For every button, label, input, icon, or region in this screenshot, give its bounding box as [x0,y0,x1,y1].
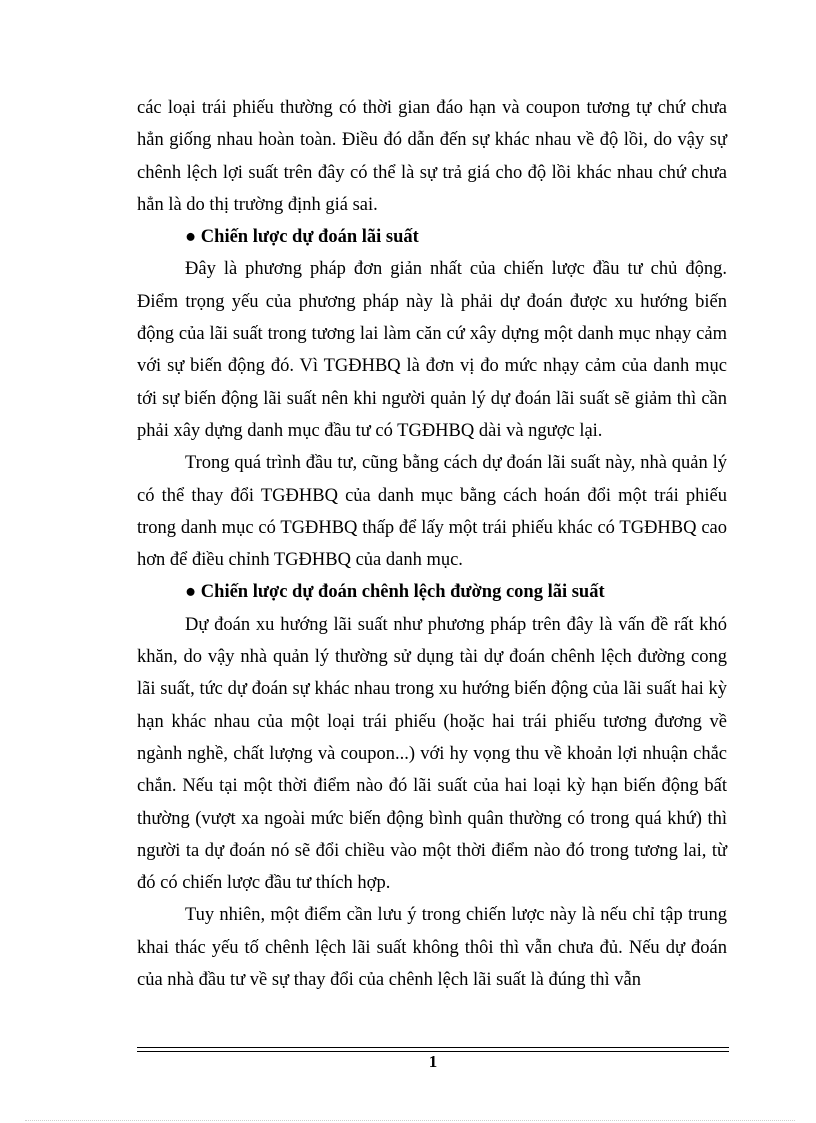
paragraph-spread-forecast: Dự đoán xu hướng lãi suất như phương pháp trên đây là vấn đề rất khó khăn, do vậy nhà quản lý thường sử dụng tài dự đoán chênh lệch đường cong lãi suất, tức dự đoán sự khác nhau trong xu hướng biến động của lãi suất hai kỳ hạn khác nhau của một loại trái phiếu (hoặc hai trái phiếu tương đương về ngành nghề, chất lượng và coupon...) với hy vọng thu về khoản lợi nhuận chắc chắn. Nếu tại một thời điểm nào đó lãi suất của hai loại kỳ hạn biến động bất thường (vượt xa ngoài mức biến động bình quân thường có trong quá khứ) thì người ta dự đoán nó sẽ đổi chiều vào một thời điểm nào đó trong tương lai, từ đó có chiến lược đầu tư thích hợp. [137,614,727,894]
page-number: 1 [428,1052,438,1071]
paragraph-convexity: các loại trái phiếu thường có thời gian đáo hạn và coupon tương tự chứ chưa hẳn giống nhau hoàn toàn. Điều đó dẫn đến sự khác nhau về độ lồi, do vậy sự chênh lệch lợi suất trên đây có thể là sự trả giá cho độ lồi khác nhau chứ chưa hẳn là do thị trường định giá sai. [137,98,727,215]
paragraph-duration-swap: Trong quá trình đầu tư, cũng bằng cách dự đoán lãi suất này, nhà quản lý có thể thay đổi TGĐHBQ của danh mục bằng cách hoán đổi một trái phiếu trong danh mục có TGĐHBQ thấp để lấy một trái phiếu khác có TGĐHBQ cao hơn để điều chỉnh TGĐHBQ của danh mục. [137,453,727,571]
paragraph-forecast-method: Đây là phương pháp đơn giản nhất của chiến lược đầu tư chủ động. Điểm trọng yếu của phương pháp này là phải dự đoán được xu hướng biến động của lãi suất trong tương lai làm căn cứ xây dựng một danh mục nhạy cảm với sự biến động đó. Vì TGĐHBQ là đơn vị đo mức nhạy cảm của danh mục tới sự biến động lãi suất nên khi người quản lý dự đoán lãi suất sẽ giảm thì cần phải xây dựng danh mục đầu tư có TGĐHBQ dài và ngược lại. [137,259,727,441]
paragraph-note: Tuy nhiên, một điểm cần lưu ý trong chiến lược này là nếu chỉ tập trung khai thác yếu tố chênh lệch lãi suất không thôi thì vẫn chưa đủ. Nếu dự đoán của nhà đầu tư về sự thay đổi của chênh lệch lãi suất là đúng thì vẫn [137,905,727,991]
heading-interest-rate-forecast: ● Chiến lược dự đoán lãi suất [185,227,419,248]
page-bottom-edge [25,1120,795,1121]
heading-yield-curve-spread: ● Chiến lược dự đoán chênh lệch đường cong lãi suất [185,582,605,603]
body-text [137,92,727,996]
